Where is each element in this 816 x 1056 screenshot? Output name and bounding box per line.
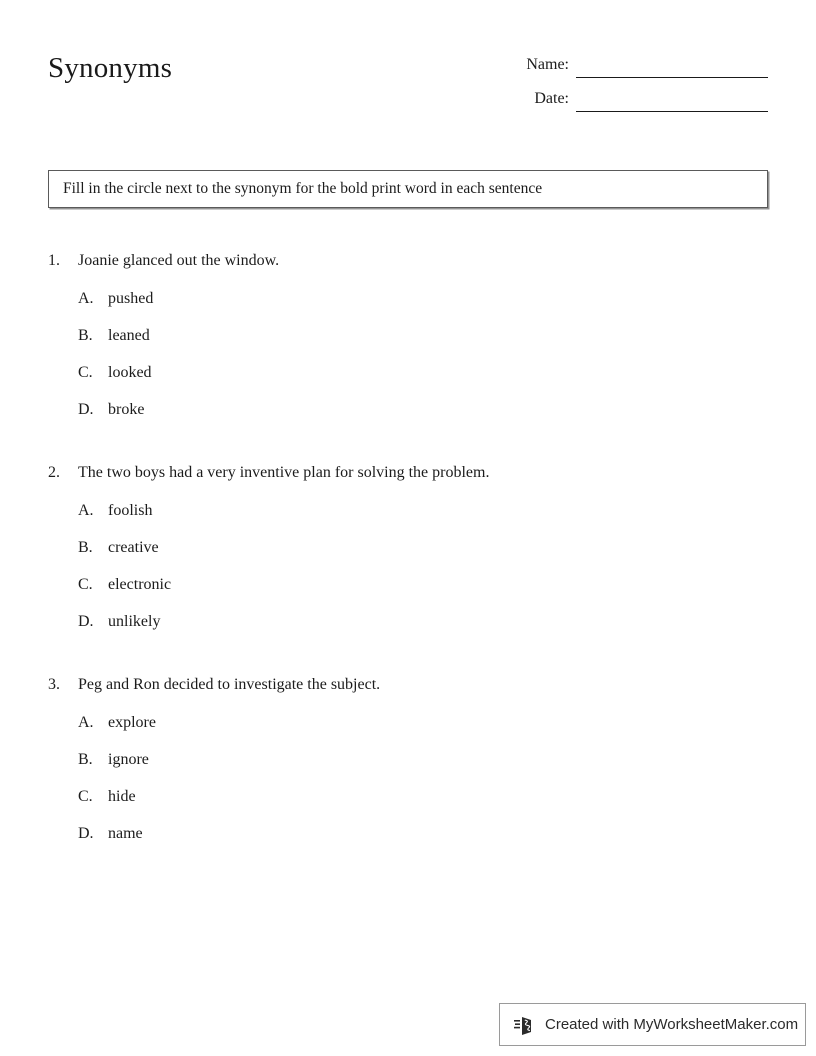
date-field-row: [516, 78, 768, 112]
directions-text: Fill in the circle next to the synonym for the bold print word in each sentence: [63, 180, 543, 197]
option-list: [48, 712, 768, 860]
worksheet-header: [48, 44, 768, 134]
option-text: broke: [108, 401, 145, 418]
questions-list: [48, 250, 768, 886]
option-text: leaned: [108, 327, 150, 344]
option-letter: A.: [78, 714, 94, 731]
name-label: Name:: [526, 56, 569, 73]
option-text: electronic: [108, 576, 172, 593]
question-number: 3.: [48, 676, 60, 693]
option-row[interactable]: [48, 749, 768, 786]
option-letter: A.: [78, 502, 94, 519]
option-letter: D.: [78, 825, 94, 842]
option-letter: B.: [78, 539, 93, 556]
option-letter: A.: [78, 290, 94, 307]
option-row[interactable]: [48, 712, 768, 749]
option-text: ignore: [108, 751, 149, 768]
question-text: Joanie glanced out the window.: [78, 252, 280, 269]
option-text: hide: [108, 788, 136, 805]
option-row[interactable]: [48, 823, 768, 860]
option-letter: C.: [78, 576, 93, 593]
option-row[interactable]: [48, 786, 768, 823]
option-row[interactable]: [48, 399, 768, 436]
option-text: looked: [108, 364, 152, 381]
option-row[interactable]: [48, 537, 768, 574]
question-number: 1.: [48, 252, 60, 269]
option-letter: B.: [78, 327, 93, 344]
date-label: Date:: [534, 90, 569, 107]
question-text: Peg and Ron decided to investigate the subject.: [78, 676, 381, 693]
name-date-block: [516, 44, 768, 112]
question-block: [48, 674, 768, 860]
option-letter: C.: [78, 788, 93, 805]
option-text: explore: [108, 714, 156, 731]
question-number: 2.: [48, 464, 60, 481]
myworksheetmaker-logo-icon: [514, 1013, 536, 1037]
name-field-row: [516, 44, 768, 78]
footer-credit-text: Created with MyWorksheetMaker.com: [545, 1015, 799, 1033]
option-row[interactable]: [48, 288, 768, 325]
page-title: Synonyms: [48, 52, 173, 84]
question-block: [48, 462, 768, 648]
option-text: pushed: [108, 290, 154, 307]
option-letter: D.: [78, 613, 94, 630]
footer-credit-badge[interactable]: [499, 1003, 806, 1046]
option-text: unlikely: [108, 613, 161, 630]
option-text: creative: [108, 539, 159, 556]
question-row: [48, 250, 768, 272]
option-letter: D.: [78, 401, 94, 418]
question-text: The two boys had a very inventive plan for solving the problem.: [78, 464, 490, 481]
option-row[interactable]: [48, 362, 768, 399]
date-input-line[interactable]: [576, 91, 768, 112]
option-letter: C.: [78, 364, 93, 381]
option-row[interactable]: [48, 611, 768, 648]
option-letter: B.: [78, 751, 93, 768]
name-input-line[interactable]: [576, 57, 768, 78]
question-block: [48, 250, 768, 436]
directions-box: [48, 170, 768, 208]
option-row[interactable]: [48, 500, 768, 537]
option-text: name: [108, 825, 143, 842]
option-row[interactable]: [48, 325, 768, 362]
option-row[interactable]: [48, 574, 768, 611]
question-row: [48, 674, 768, 696]
option-list: [48, 500, 768, 648]
option-list: [48, 288, 768, 436]
option-text: foolish: [108, 502, 153, 519]
question-row: [48, 462, 768, 484]
